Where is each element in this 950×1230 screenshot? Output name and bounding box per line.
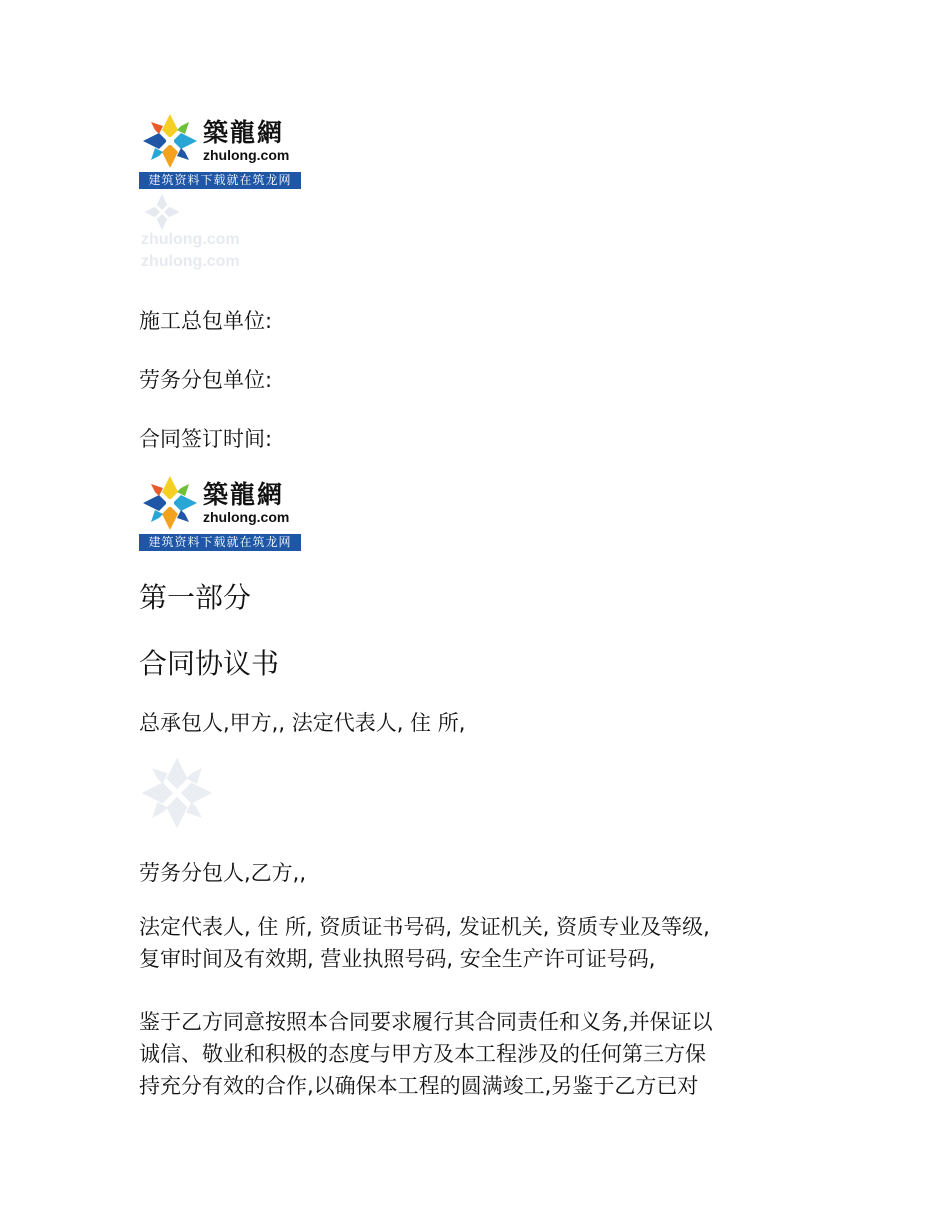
watermark-text-2: zhulong.com <box>141 253 240 270</box>
logo-english-name: zhulong.com <box>203 147 290 163</box>
watermark-emblem-icon <box>143 193 181 231</box>
part-subtitle: 合同协议书 <box>139 647 280 680</box>
logo-chinese-name: 築龍網 <box>203 118 285 147</box>
watermark-emblem-large-icon <box>139 755 215 831</box>
zhulong-emblem-icon <box>141 474 199 532</box>
zhulong-logo-middle <box>139 473 301 551</box>
paragraph-line: 持充分有效的合作,以确保本工程的圆满竣工,另鉴于乙方已对 <box>139 1074 699 1098</box>
part-title: 第一部分 <box>139 581 252 614</box>
logo-tagline: 建筑资料下载就在筑龙网 <box>139 534 301 551</box>
watermark-text-1: zhulong.com <box>141 231 240 248</box>
paragraph-line: 复审时间及有效期, 营业执照号码, 安全生产许可证号码, <box>139 947 656 971</box>
watermark-small <box>139 193 269 275</box>
zhulong-emblem-icon <box>141 112 199 170</box>
party-b-details-paragraph <box>139 911 819 975</box>
logo-english-name: zhulong.com <box>203 509 290 525</box>
paragraph-line: 法定代表人, 住 所, 资质证书号码, 发证机关, 资质专业及等级, <box>139 915 710 939</box>
signing-time-label: 合同签订时间: <box>139 427 273 451</box>
logo-tagline: 建筑资料下载就在筑龙网 <box>139 172 301 189</box>
zhulong-logo-top <box>139 111 301 189</box>
party-a-line: 总承包人,甲方,, 法定代表人, 住 所, <box>139 711 466 735</box>
party-b-line: 劳务分包人,乙方,, <box>139 861 307 885</box>
paragraph-line: 诚信、敬业和积极的态度与甲方及本工程涉及的任何第三方保 <box>139 1042 706 1066</box>
logo-chinese-name: 築龍網 <box>203 480 285 509</box>
subcontractor-label: 劳务分包单位: <box>139 368 273 392</box>
contractor-label: 施工总包单位: <box>139 309 273 333</box>
paragraph-line: 鉴于乙方同意按照本合同要求履行其合同责任和义务,并保证以 <box>139 1010 713 1034</box>
whereas-paragraph <box>139 1006 819 1102</box>
